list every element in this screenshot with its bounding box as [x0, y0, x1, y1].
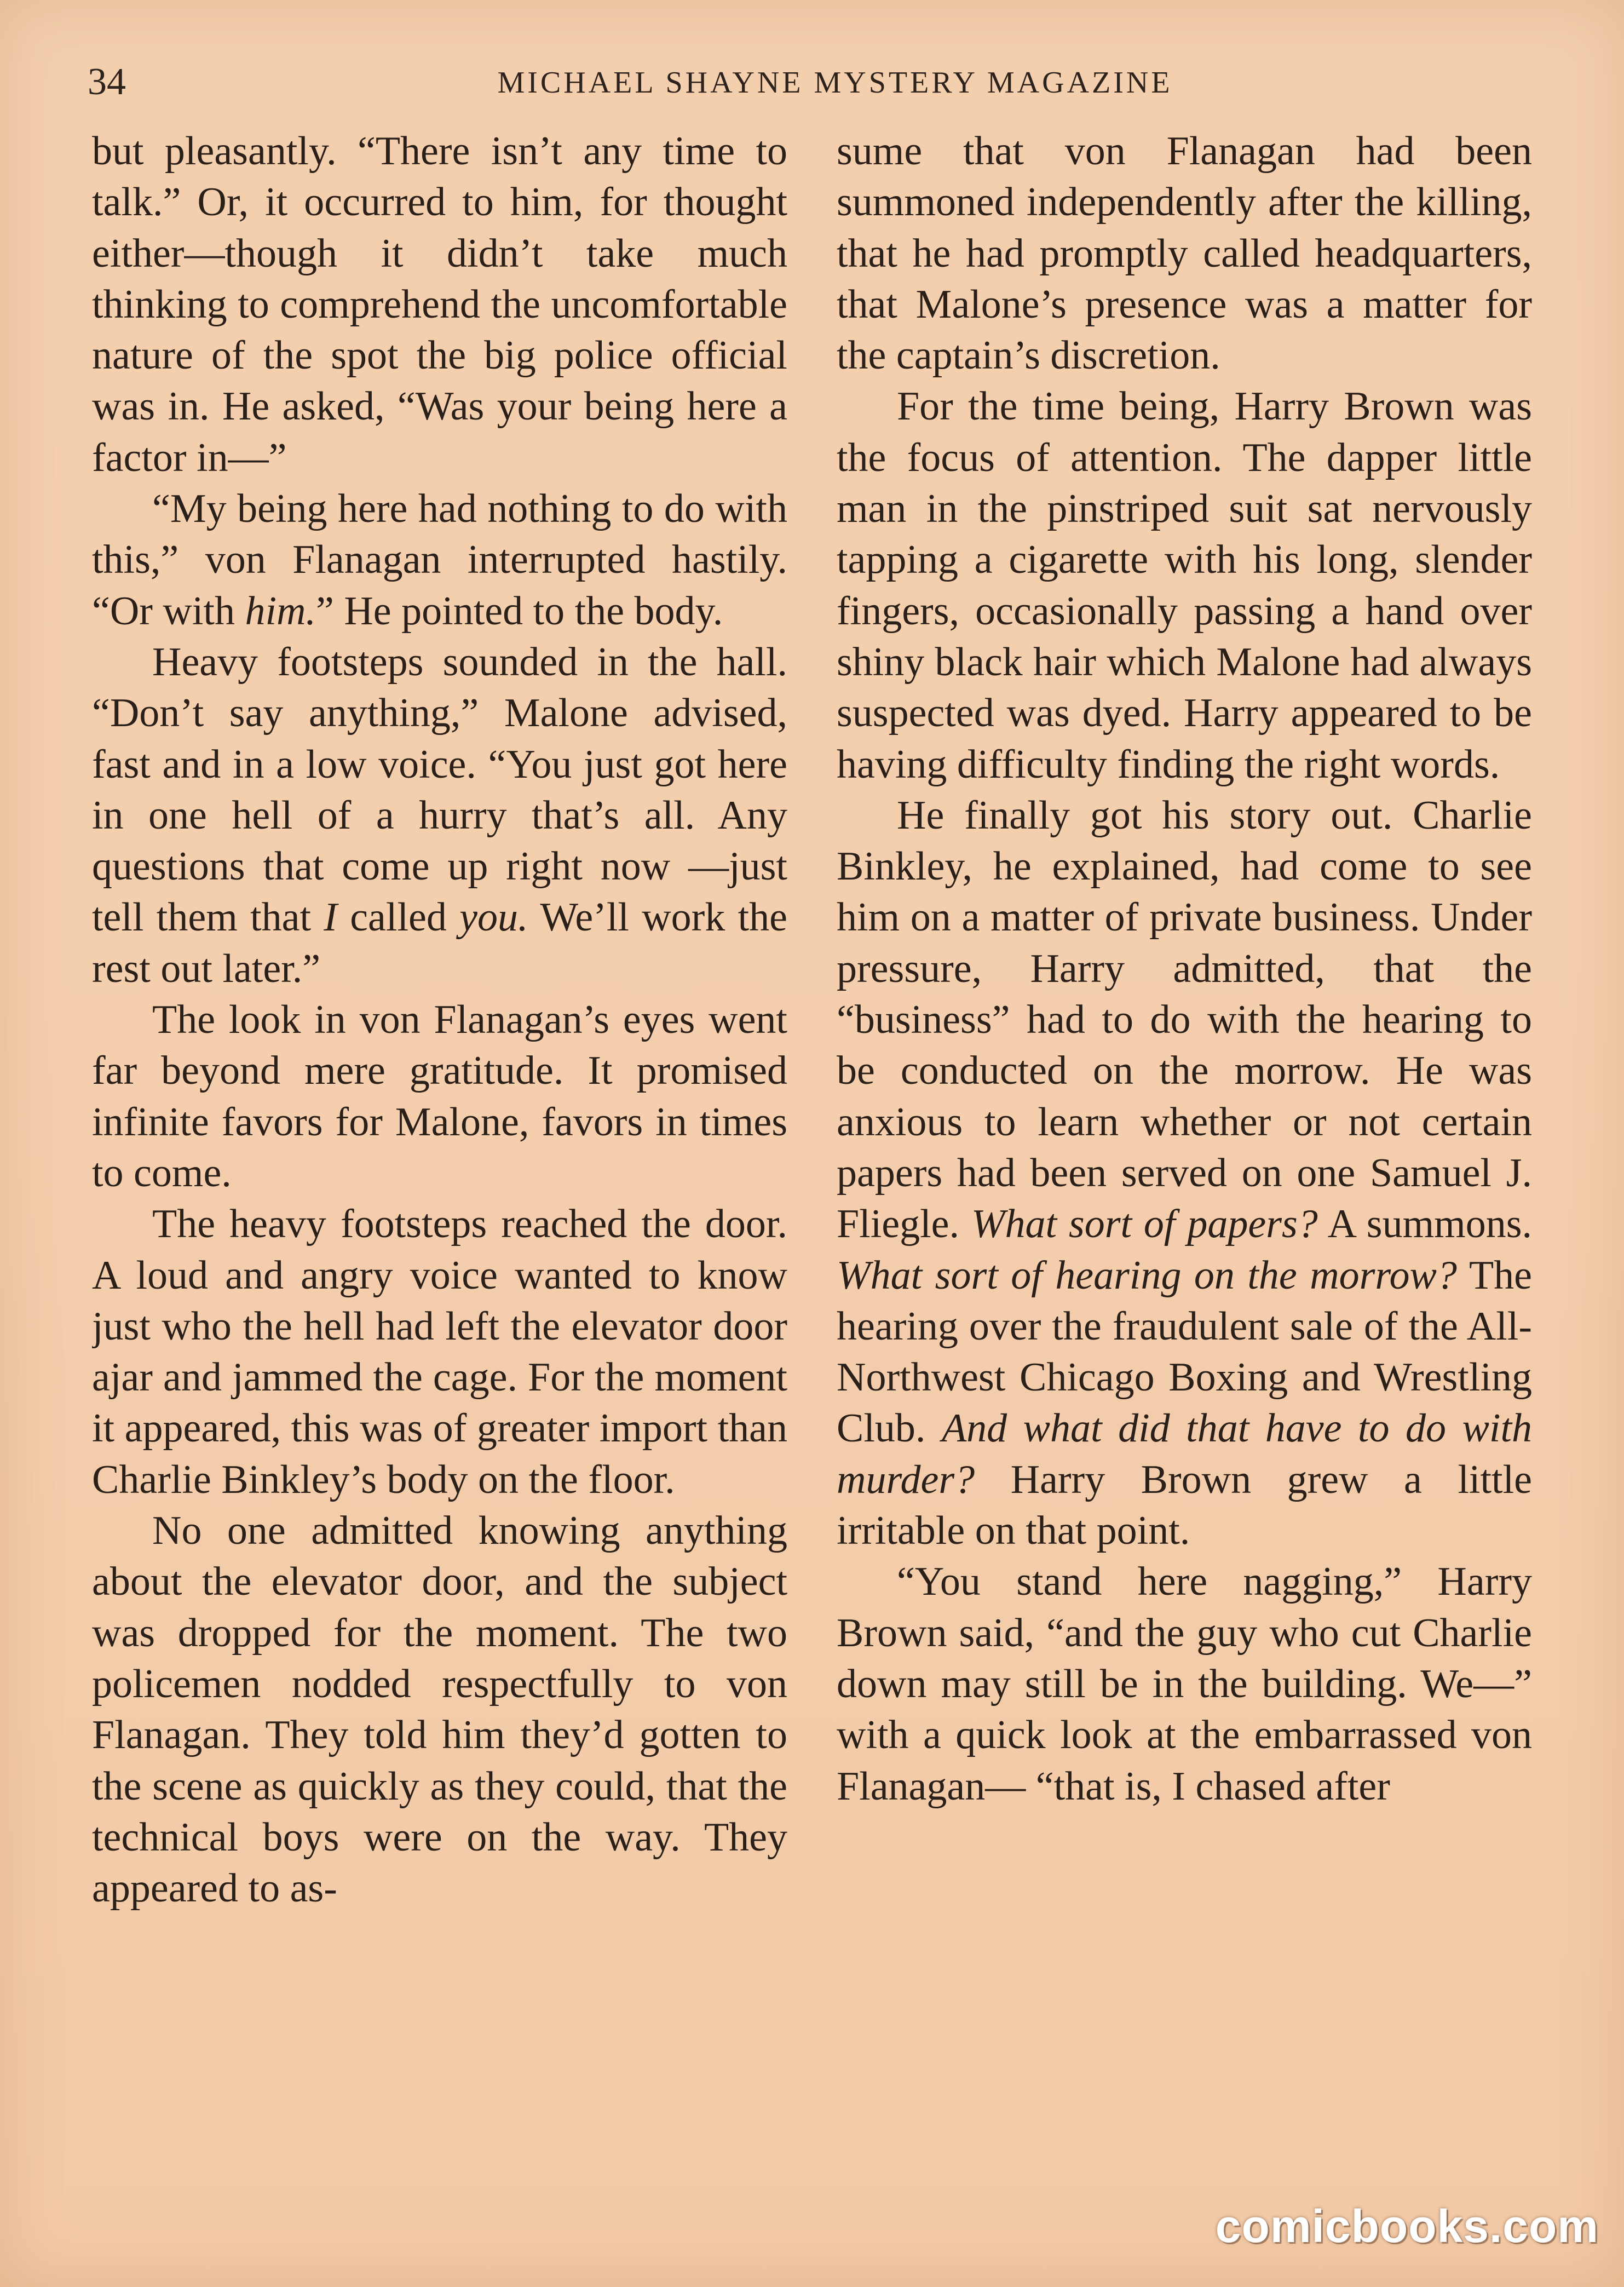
italic-text: What sort of hearing on the morrow? [837, 1252, 1457, 1298]
paragraph: but pleasantly. “There isn’t any time to talk.” Or, it occurred to him, for thought either—though it didn’t take much thinking to comprehend the uncomfortable nature of the spot the big police official was in. He asked, “Was your being here a factor in—” [92, 129, 787, 480]
page-number: 34 [88, 61, 126, 103]
text-run: Harry Brown grew a little irritable on that point. [837, 1457, 1532, 1554]
text-run: The hearing over the fraudulent sale of the All-Northwest Chicago Boxing and Wrestling Club. [837, 1252, 1532, 1451]
watermark-logo: comicbooks.com [1215, 2200, 1599, 2252]
paragraph: The look in von Flanagan’s eyes went far beyond mere gratitude. It promised infinite favors for Malone, favors in times to come. [92, 997, 787, 1196]
paragraph [92, 484, 787, 637]
paragraph: “You stand here nagging,” Harry Brown said, “and the guy who cut Charlie down may still be in the building. We—” with a quick look at the embarrassed von Flanagan— “that is, I chased after [837, 1559, 1532, 1809]
running-title: MICHAEL SHAYNE MYSTERY MAGAZINE [497, 66, 1173, 100]
text-run: We’ll work the rest out later.” [92, 895, 787, 991]
paragraph: sume that von Flanagan had been summoned independently after the killing, that he had promptly called headquarters, that Malone’s presence was a matter for the captain’s discretion. [837, 129, 1532, 378]
paragraph: No one admitted knowing anything about the elevator door, and the subject was dropped for the moment. The two policemen nodded respectfully to von Flanagan. They told him they’d gotten to the scene as quickly as they could, that the technical boys were on the way. They appeared to as- [92, 1508, 787, 1911]
text-run: ” He pointed to the body. [316, 588, 723, 634]
page-header [0, 58, 1624, 107]
left-column [92, 126, 787, 2207]
text-run: called [337, 895, 460, 940]
italic-text: him. [245, 588, 316, 634]
italic-text: What sort of papers? [971, 1202, 1318, 1247]
italic-text: you. [459, 895, 528, 940]
text-run: “My being here had nothing to do with this,” von Flanagan interrupted hastily. “Or with [92, 486, 787, 634]
paragraph: The heavy footsteps reached the door. A loud and angry voice wanted to know just who the hell had left the elevator door ajar and jammed the cage. For the moment it appeared, this was of greater import than Charlie Binkley’s body on the floor. [92, 1202, 787, 1502]
paragraph [92, 637, 787, 995]
italic-text: And what did that have to do with murder? [837, 1406, 1532, 1502]
right-column [837, 126, 1532, 2207]
paragraph [837, 790, 1532, 1556]
italic-text: I [324, 895, 337, 940]
text-run: He finally got his story out. Charlie Binkley, he explained, had come to see him on a matter of private business. Under pressure, Harry admitted, that the “business” had to do with the hearing to be conducted on the morrow. He was anxious to learn whether or not certain papers had been served on one Samuel J. Fliegle. [837, 792, 1532, 1247]
paragraph: For the time being, Harry Brown was the focus of attention. The dapper little man in the pinstriped suit sat nervously tapping a cigarette with his long, slender fingers, occasionally passing a hand over shiny black hair which Malone had always suspected was dyed. Harry appeared to be having difficulty finding the right words. [837, 384, 1532, 787]
text-run: Heavy footsteps sounded in the hall. “Don’t say anything,” Malone advised, fast and in a low voice. “You just got here in one hell of a hurry that’s all. Any questions that come up right now —just tell them that [92, 639, 787, 940]
text-run: A summons. [1317, 1202, 1532, 1247]
